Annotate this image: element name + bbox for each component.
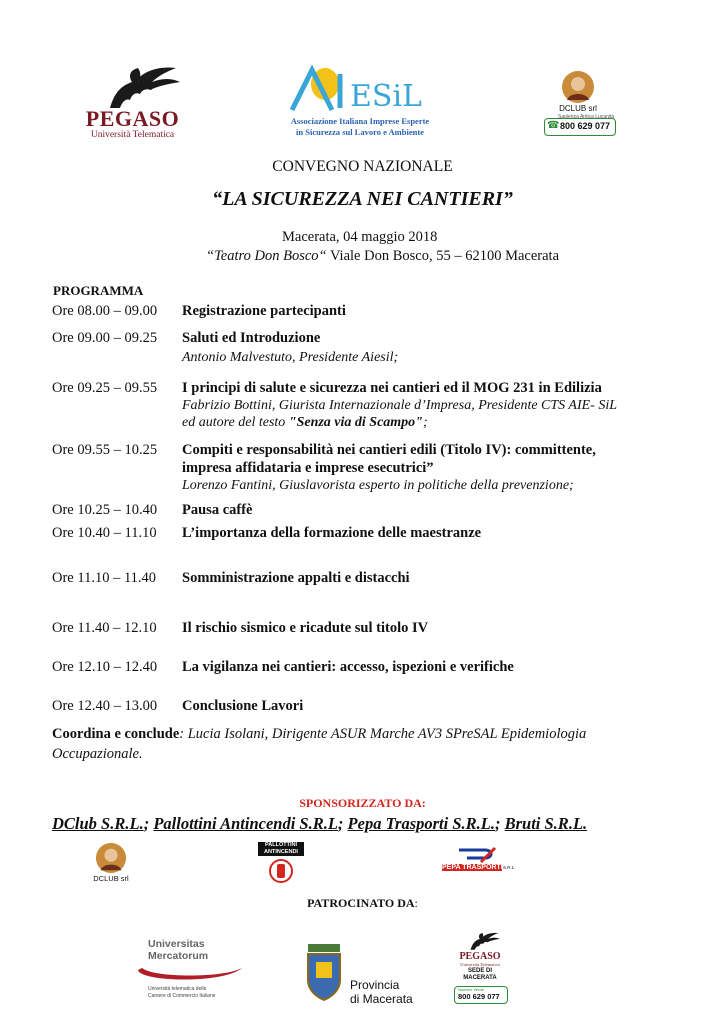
dclub-portrait-icon: [95, 842, 127, 874]
coordina-text-cont: Occupazionale.: [52, 746, 143, 762]
item-topic: Pausa caffè: [182, 502, 253, 518]
item-speaker: Fabrizio Bottini, Giurista Internazionale d’Impresa, Presidente CTS AIE- SiL: [182, 398, 618, 413]
coat-of-arms-icon: [302, 942, 346, 1004]
item-topic-cont: impresa affidataria e imprese esecutrici”: [182, 460, 434, 476]
event-kind: CONVEGNO NAZIONALE: [272, 158, 453, 175]
svg-text:ESiL: ESiL: [350, 79, 422, 114]
pegaso-subtitle: Università Telematica: [460, 962, 500, 967]
program-item: [52, 659, 514, 676]
extinguisher-icon: [269, 858, 293, 884]
item-topic: Registrazione partecipanti: [182, 303, 346, 319]
pegaso-sede2: MACERATA: [463, 975, 497, 981]
item-time: Ore 12.40 – 13.00: [52, 698, 158, 714]
venue-name: “Teatro Don Bosco“: [206, 248, 327, 264]
item-speaker: Antonio Malvestuto, Presidente Aiesil;: [182, 350, 399, 365]
pegaso-horse-icon: [80, 64, 185, 110]
provincia-line1: Provincia: [350, 978, 400, 992]
pegaso-horse-icon: [458, 930, 502, 952]
aiesil-logo: [280, 62, 440, 140]
sponsor-sep: ;: [143, 814, 150, 833]
pegaso-phone: 800 629 077: [458, 992, 500, 1001]
pepa-name: PEPA TRASPORTI: [442, 864, 503, 871]
aiesil-line1: Associazione Italiana Imprese Esperte: [290, 116, 430, 126]
item-time: Ore 09.55 – 10.25: [52, 442, 158, 458]
program-item: [52, 570, 410, 587]
event-date: Macerata, 04 maggio 2018: [282, 229, 438, 245]
program-item: [52, 330, 320, 347]
coordina-text: : Lucia Isolani, Dirigente ASUR Marche AV3 SPreSAL Epidemiologia: [179, 726, 587, 742]
sponsor-sep: ;: [337, 814, 344, 833]
book-pre: ed autore del testo: [182, 415, 289, 430]
dclub-portrait-icon: [561, 70, 595, 104]
sponsor-logo-pepa: [442, 846, 515, 880]
pallottini-name: PALLOTTINI ANTINCENDI: [258, 842, 304, 856]
provincia-line2: di Macerata: [350, 992, 413, 1006]
venue-address: Viale Don Bosco, 55 – 62100 Macerata: [326, 248, 560, 264]
programma-label: PROGRAMMA: [53, 283, 144, 298]
book-title: "Senza via di Scampo": [288, 415, 423, 430]
program-item: [52, 442, 596, 459]
dclub-tagline: Sapienza Antica Lucanità: [558, 114, 615, 120]
program-item: [52, 698, 303, 715]
item-time: Ore 09.00 – 09.25: [52, 330, 158, 346]
mercatorum-swoosh-icon: [134, 964, 246, 986]
item-time: Ore 08.00 – 09.00: [52, 303, 158, 319]
pegaso-sede1: SEDE DI: [467, 968, 492, 974]
item-topic: Conclusione Lavori: [182, 698, 304, 714]
program-item: [52, 620, 428, 637]
pegaso-macerata-logo: [450, 930, 510, 1008]
mercatorum-line2: Mercatorum: [148, 950, 209, 962]
item-topic: Compiti e responsabilità nei cantieri edili (Titolo IV): committente,: [182, 442, 596, 458]
dclub-phone: 800 629 077: [560, 121, 611, 131]
program-item: [52, 502, 252, 519]
sponsor-names: [52, 814, 587, 834]
sponsor-label: SPONSORIZZATO DA:: [299, 796, 426, 810]
phone-icon: ☎: [547, 120, 560, 131]
mercatorum-logo: [132, 938, 252, 1006]
sponsor-logo-dclub: [86, 842, 136, 886]
pegaso-logo: [80, 64, 185, 142]
item-time: Ore 10.40 – 11.10: [52, 525, 157, 541]
program-item: [52, 380, 602, 397]
item-time: Ore 12.10 – 12.40: [52, 659, 158, 675]
program-item: [52, 303, 346, 320]
item-time: Ore 11.10 – 11.40: [52, 570, 157, 586]
item-speaker: Lorenzo Fantini, Giuslavorista esperto in politiche della prevenzione;: [182, 478, 574, 493]
pegaso-subtitle: Università Telematica: [90, 130, 175, 140]
sponsor-name: Bruti S.R.L.: [504, 814, 588, 833]
aiesil-line2: in Sicurezza sul Lavoro e Ambiente: [296, 127, 424, 137]
patrocinio-text: PATROCINATO DA: [307, 896, 415, 910]
sponsor-name: Pallottini Antincendi S.R.L: [153, 814, 338, 833]
item-topic: Somministrazione appalti e distacchi: [182, 570, 410, 586]
patrocinio-colon: :: [414, 896, 418, 910]
book-post: ;: [422, 415, 428, 430]
item-topic: La vigilanza nei cantieri: accesso, ispezioni e verifiche: [182, 659, 514, 675]
item-topic: Il rischio sismico e ricadute sul titolo IV: [182, 620, 429, 636]
dclub-logo: [538, 70, 618, 140]
coordina: [52, 726, 586, 743]
sponsor-logo-pallottini: [258, 842, 304, 886]
sponsor-name: DClub S.R.L.: [52, 814, 144, 833]
item-topic: L’importanza della formazione delle maestranze: [182, 525, 482, 541]
dclub-name: DCLUB srl: [559, 104, 597, 113]
item-speaker-book: [182, 415, 428, 431]
mercatorum-line1: Universitas: [148, 938, 205, 950]
item-time: Ore 09.25 – 09.55: [52, 380, 158, 396]
event-venue: [206, 248, 559, 265]
mercatorum-sub1: Università telematica delle: [148, 986, 207, 992]
dclub-name: DCLUB srl: [93, 874, 129, 883]
item-topic: I principi di salute e sicurezza nei cantieri ed il MOG 231 in Edilizia: [182, 380, 602, 396]
sponsor-name: Pepa Trasporti S.R.L.: [347, 814, 495, 833]
item-time: Ore 10.25 – 10.40: [52, 502, 158, 518]
item-time: Ore 11.40 – 12.10: [52, 620, 157, 636]
pepa-suffix: S.R.L: [503, 865, 515, 870]
provincia-logo: [302, 942, 422, 1006]
program-item: [52, 525, 481, 542]
item-topic: Saluti ed Introduzione: [182, 330, 321, 346]
mercatorum-sub2: Camere di Commercio Italiane: [148, 993, 216, 999]
pegaso-phone-label: Numero Verde: [458, 987, 484, 992]
event-title: “LA SICUREZZA NEI CANTIERI”: [212, 188, 513, 210]
pepa-logo-icon: [457, 846, 497, 864]
pegaso-name: PEGASO: [85, 106, 180, 131]
patrocinio-label: [0, 896, 725, 911]
coordina-label: Coordina e conclude: [52, 726, 180, 742]
aiesil-wave-icon: [280, 62, 440, 114]
pegaso-name: PEGASO: [459, 951, 501, 962]
sponsor-sep: ;: [494, 814, 501, 833]
